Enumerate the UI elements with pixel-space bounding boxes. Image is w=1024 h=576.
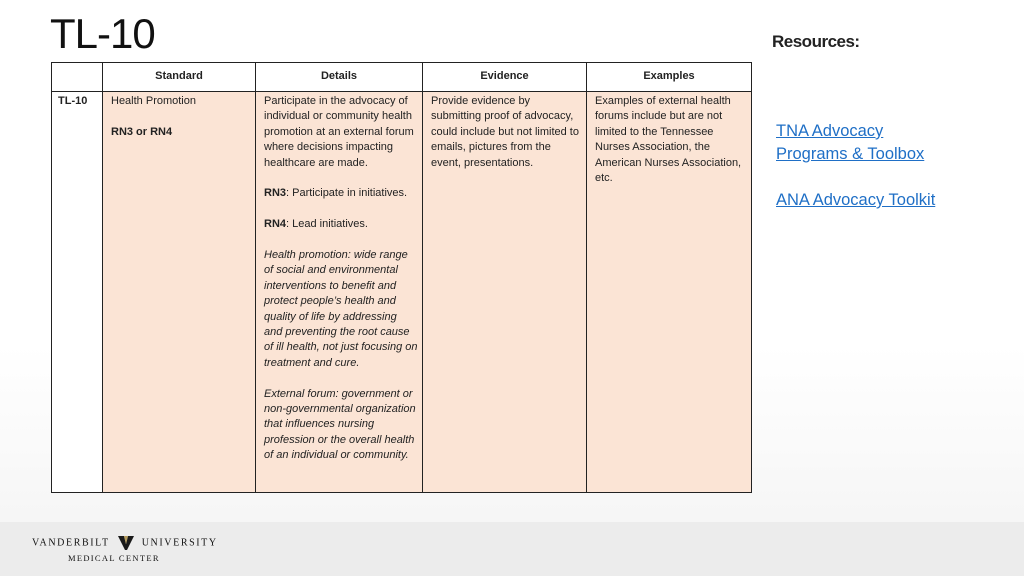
vanderbilt-v-icon	[118, 536, 134, 550]
logo-subtitle: MEDICAL CENTER	[68, 553, 160, 563]
details-rn4	[264, 217, 418, 232]
tna-link-line1: TNA Advocacy	[776, 122, 884, 140]
details-cell	[256, 92, 423, 493]
rn4-text: : Lead initiatives.	[286, 218, 368, 231]
logo-right-text: UNIVERSITY	[141, 537, 218, 549]
standard-name: Health Promotion	[111, 95, 196, 107]
standard-cell	[103, 92, 256, 493]
tna-link-line2: Programs & Toolbox	[776, 145, 925, 163]
resource-links	[776, 120, 1016, 212]
examples-cell: Examples of external health forums include but are not limited to the Tennessee Nurses Association, the American Nurses Association, etc.	[587, 92, 752, 493]
header-id	[52, 63, 103, 92]
header-examples: Examples	[587, 63, 752, 92]
health-promotion-definition: Health promotion: wide range of social and environmental interventions to benefit and protect people’s health and quality of life by addressing and preventing the root cause of ill health, not just focusing on treatment and cure.	[264, 249, 418, 369]
standard-level: RN3 or RN4	[111, 125, 173, 138]
row-id: TL-10	[52, 92, 103, 493]
details-rn3	[264, 186, 418, 201]
resources-heading: Resources:	[772, 32, 860, 51]
tna-advocacy-link[interactable]	[776, 120, 1016, 166]
header-evidence: Evidence	[423, 63, 587, 92]
rn3-label: RN3	[264, 187, 287, 200]
table-header-row	[52, 63, 752, 92]
header-details: Details	[256, 63, 423, 92]
ana-advocacy-link[interactable]: ANA Advocacy Toolkit	[776, 191, 936, 209]
vanderbilt-logo	[32, 536, 218, 550]
rn3-text: : Participate in initiatives.	[286, 187, 408, 200]
evidence-cell: Provide evidence by submitting proof of advocacy, could include but not limited to emails, pictures from the event, presentations.	[423, 92, 587, 493]
details-intro: Participate in the advocacy of individual or community health promotion at an external forum where decisions impacting healthcare are made.	[264, 95, 414, 169]
header-standard: Standard	[103, 63, 256, 92]
slide-title: TL-10	[50, 10, 155, 57]
rn4-label: RN4	[264, 218, 287, 231]
rubric-table	[51, 62, 752, 493]
external-forum-definition: External forum: government or non-governmental organization that influences nursing profession or the overall health of an individual or community.	[264, 387, 416, 462]
table-row	[52, 92, 752, 493]
logo-left-text: VANDERBILT	[32, 537, 110, 549]
